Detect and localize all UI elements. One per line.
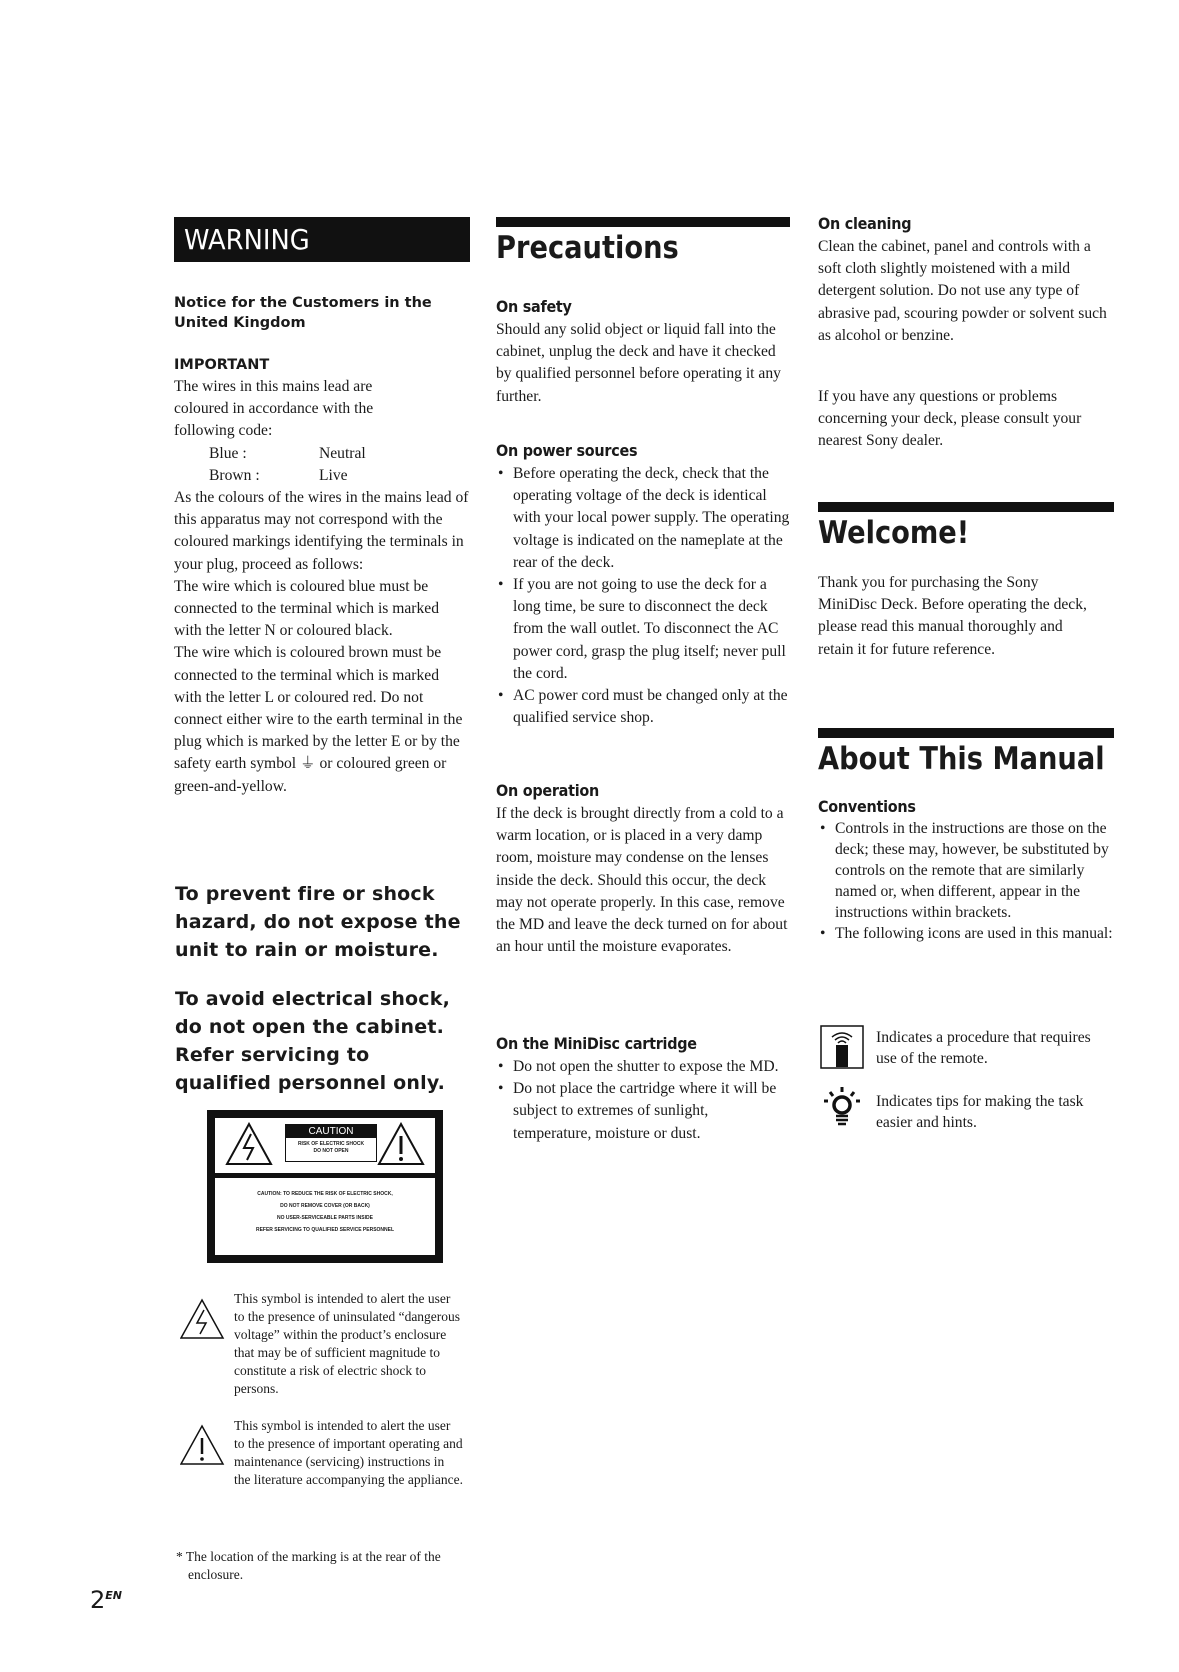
symbol1-text: This symbol is intended to alert the user to the presence of uninsulated “dangerous voltage” within the product’s enclosure that may be of sufficient magnitude to constitute a risk of electric shock to persons. [234,1291,461,1396]
remote-icon-text: Indicates a procedure that requires use of the remote. [876,1029,1091,1067]
list-item: • Do not open the shutter to expose the MD. [496,1056,786,1078]
list-item: • AC power cord must be changed only at the qualified service shop. [496,685,792,729]
page-number: $2^{EN}$ [90,1586,123,1614]
code-row: Brown : Live [209,466,348,484]
section-rule [818,502,1114,512]
wiring-text [174,376,470,798]
list-item: • The following icons are used in this manual: [818,923,1114,944]
power-heading: On power sources [496,441,638,460]
remote-icon [820,1025,864,1069]
exclamation-triangle-icon [377,1122,425,1166]
para: The wire which is coloured brown must be connected to the terminal which is marked with the letter L or coloured red. Do not connect either wire to the earth terminal in the plug which is marked by the letter E or by the safety earth symbol ⏚ or coloured green or green-and-yellow. [174,644,463,795]
cleaning-heading: On cleaning [818,214,912,233]
list-item: • Before operating the deck, check that the operating voltage of the deck is identical with your local power supply. The operating voltage is indicated on the nameplate at the rear of the deck. [496,463,792,574]
tip-icon-text: Indicates tips for making the task easier and hints. [876,1093,1084,1131]
lightning-triangle-icon [225,1122,273,1166]
lightbulb-tip-icon [820,1085,864,1129]
shock-warning: To avoid electrical shock, do not open the cabinet. Refer servicing to qualified personnel only. [175,988,451,1094]
caution-tag: CAUTION RISK OF ELECTRIC SHOCK DO NOT OPEN [285,1124,377,1162]
conventions-list [818,818,1114,944]
code-row: Blue : Neutral [209,444,366,462]
cartridge-heading: On the MiniDisc cartridge [496,1034,697,1053]
conventions-heading: Conventions [818,797,916,816]
precautions-title: Precautions [496,230,679,266]
section-rule [496,217,790,227]
operation-heading: On operation [496,781,600,800]
warning-banner: WARNING [174,217,470,262]
operation-text: If the deck is brought directly from a cold to a warm location, or is placed in a very damp room, moisture may condense on the lenses inside the deck. Should this occur, the deck may not operate properly. In this case, remove the MD and leave the deck turned on for about an hour until the moisture evaporates. [496,805,788,956]
welcome-title: Welcome! [818,515,970,551]
intro-text: The wires in this mains lead are coloured in accordance with the following code: [174,378,374,440]
notice-heading: Notice for the Customers in the United Kingdom [174,295,432,331]
power-list [496,463,792,729]
caution-label [207,1110,443,1263]
list-item: • Do not place the cartridge where it will be subject to extremes of sunlight, temperature, moisture or dust. [496,1078,786,1145]
cartridge-list [496,1056,786,1145]
welcome-text: Thank you for purchasing the Sony MiniDisc Deck. Before operating the deck, please read this manual thoroughly and retain it for future reference. [818,574,1087,658]
para: As the colours of the wires in the mains lead of this apparatus may not correspond with the coloured markings identifying the terminals in your plug, proceed as follows: [174,489,469,573]
important-heading: IMPORTANT [174,357,270,373]
fire-warning: To prevent fire or shock hazard, do not expose the unit to rain or moisture. [175,883,461,961]
exclamation-triangle-icon [180,1424,225,1466]
caution-text: CAUTION: TO REDUCE THE RISK OF ELECTRIC SHOCK, DO NOT REMOVE COVER (OR BACK) NO USER-SERVICEABLE PARTS INSIDE REFER SERVICING TO QUALIFIED SERVICE PERSONNEL [215,1178,435,1255]
footnote: * The location of the marking is at the rear of the enclosure. [176,1549,441,1582]
cleaning-text: Clean the cabinet, panel and controls with a soft cloth slightly moistened with a mild detergent solution. Do not use any type of abrasive pad, scouring powder or solvent such as alcohol or benzine. [818,238,1107,344]
para: The wire which is coloured blue must be connected to the terminal which is marked with the letter N or coloured black. [174,577,440,640]
list-item: • If you are not going to use the deck for a long time, be sure to disconnect the deck from the wall outlet. To disconnect the AC power cord, grasp the plug itself; never pull the cord. [496,574,792,685]
symbol2-text: This symbol is intended to alert the user to the presence of important operating and maintenance (servicing) instructions in the literature accompanying the appliance. [234,1418,464,1487]
questions-text: If you have any questions or problems concerning your deck, please consult your nearest Sony dealer. [818,388,1082,450]
lightning-triangle-icon [180,1298,225,1340]
list-item: • Controls in the instructions are those on the deck; these may, however, be substituted by controls on the remote that are similarly named or, when different, appear in the instructions within brackets. [818,818,1114,923]
section-rule [818,728,1114,738]
safety-heading: On safety [496,297,572,316]
about-title: About This Manual [818,741,1105,777]
safety-text: Should any solid object or liquid fall into the cabinet, unplug the deck and have it checked by qualified personnel before operating it any further. [496,321,781,405]
